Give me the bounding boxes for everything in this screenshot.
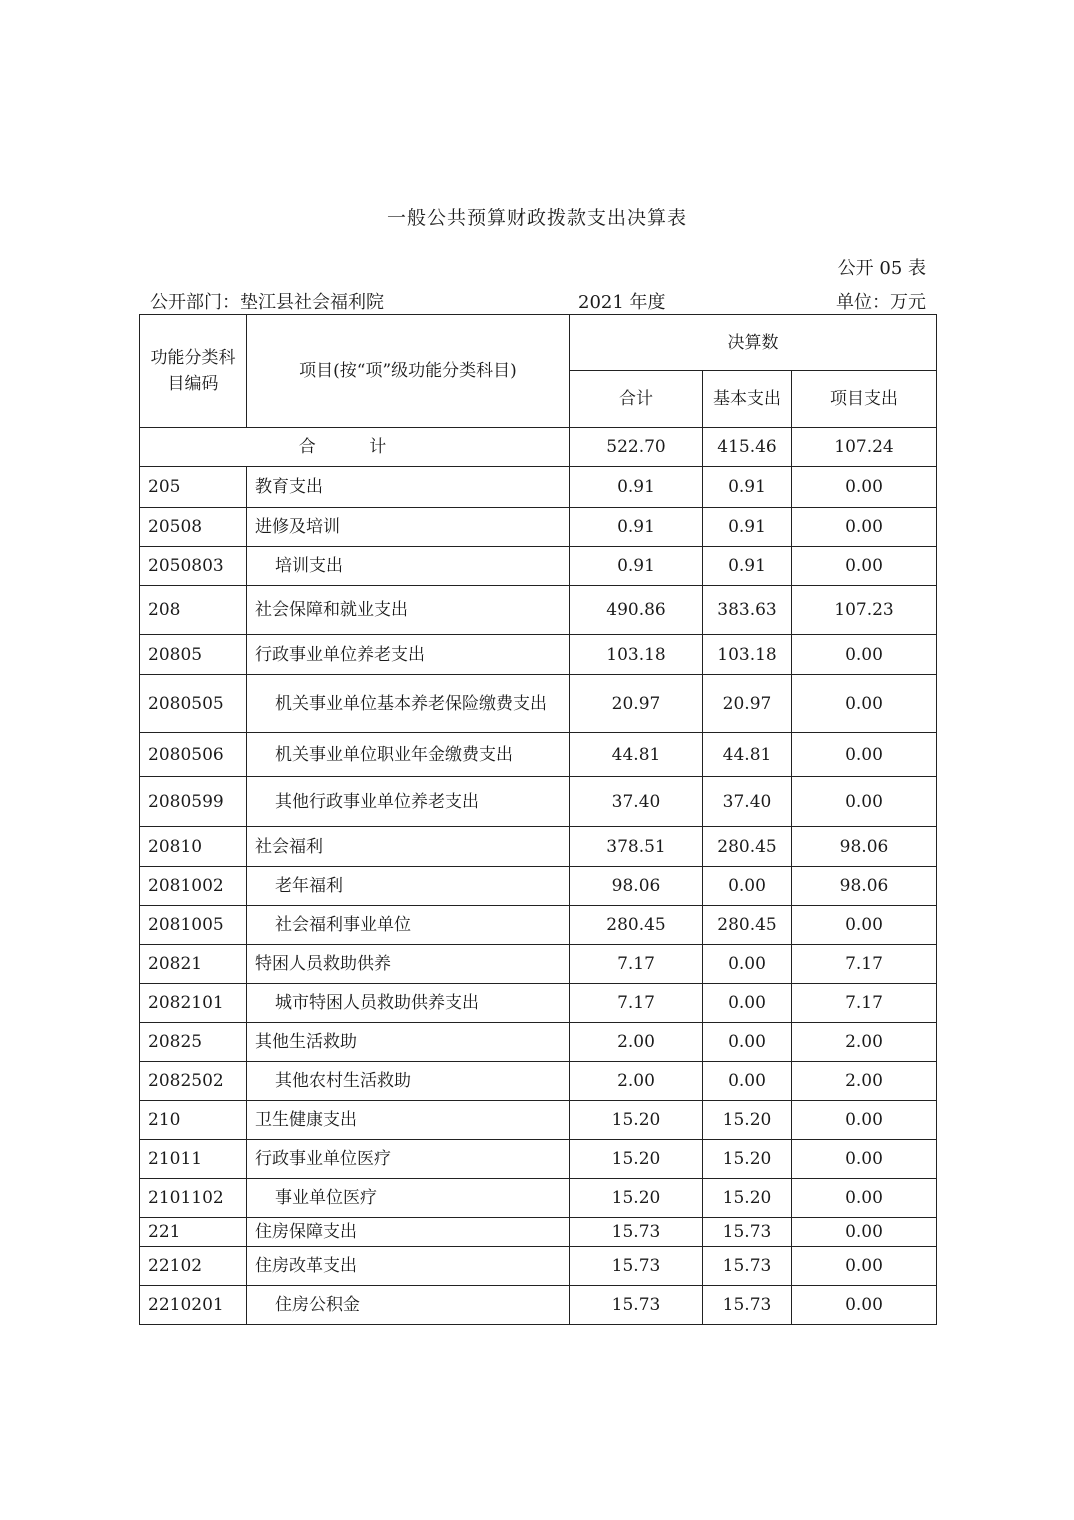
cell-item-name: 培训支出 xyxy=(247,547,570,586)
cell-basic: 44.81 xyxy=(703,733,792,777)
cell-basic: 103.18 xyxy=(703,635,792,675)
cell-project: 0.00 xyxy=(792,467,937,508)
cell-project: 7.17 xyxy=(792,984,937,1023)
cell-code: 20810 xyxy=(140,827,247,867)
cell-code: 208 xyxy=(140,586,247,635)
cell-basic: 0.00 xyxy=(703,1023,792,1062)
cell-basic: 280.45 xyxy=(703,906,792,945)
cell-total: 37.40 xyxy=(570,777,703,827)
header-project: 项目支出 xyxy=(792,371,937,428)
cell-item-name: 住房改革支出 xyxy=(247,1247,570,1286)
cell-basic: 280.45 xyxy=(703,827,792,867)
cell-total: 15.73 xyxy=(570,1218,703,1247)
table-row xyxy=(140,547,937,586)
cell-basic: 15.20 xyxy=(703,1179,792,1218)
cell-item-name: 机关事业单位基本养老保险缴费支出 xyxy=(247,675,570,733)
cell-project: 0.00 xyxy=(792,777,937,827)
table-row xyxy=(140,1286,937,1325)
table-row xyxy=(140,777,937,827)
cell-total: 103.18 xyxy=(570,635,703,675)
total-sum: 522.70 xyxy=(570,428,703,467)
cell-basic: 15.73 xyxy=(703,1218,792,1247)
fiscal-year: 2021 年度 xyxy=(578,292,666,313)
table-row xyxy=(140,827,937,867)
cell-total: 280.45 xyxy=(570,906,703,945)
table-row xyxy=(140,945,937,984)
header-total: 合计 xyxy=(570,371,703,428)
cell-total: 0.91 xyxy=(570,508,703,547)
header-item: 项目(按“项”级功能分类科目) xyxy=(247,315,570,428)
cell-project: 0.00 xyxy=(792,1286,937,1325)
cell-basic: 15.73 xyxy=(703,1247,792,1286)
cell-item-name: 事业单位医疗 xyxy=(247,1179,570,1218)
table-row xyxy=(140,1101,937,1140)
table-row xyxy=(140,586,937,635)
cell-code: 221 xyxy=(140,1218,247,1247)
cell-code: 20825 xyxy=(140,1023,247,1062)
table-row xyxy=(140,1062,937,1101)
table-row xyxy=(140,984,937,1023)
header-basic: 基本支出 xyxy=(703,371,792,428)
cell-code: 2080599 xyxy=(140,777,247,827)
table-row xyxy=(140,1218,937,1247)
cell-project: 0.00 xyxy=(792,635,937,675)
table-row xyxy=(140,733,937,777)
total-basic: 415.46 xyxy=(703,428,792,467)
total-project: 107.24 xyxy=(792,428,937,467)
table-row xyxy=(140,1247,937,1286)
cell-project: 2.00 xyxy=(792,1062,937,1101)
cell-total: 378.51 xyxy=(570,827,703,867)
cell-basic: 0.00 xyxy=(703,1062,792,1101)
cell-item-name: 其他生活救助 xyxy=(247,1023,570,1062)
cell-basic: 0.00 xyxy=(703,984,792,1023)
cell-code: 20508 xyxy=(140,508,247,547)
cell-total: 15.20 xyxy=(570,1101,703,1140)
cell-total: 15.73 xyxy=(570,1286,703,1325)
cell-basic: 0.91 xyxy=(703,467,792,508)
cell-project: 107.23 xyxy=(792,586,937,635)
cell-code: 2082101 xyxy=(140,984,247,1023)
cell-code: 210 xyxy=(140,1101,247,1140)
cell-total: 2.00 xyxy=(570,1062,703,1101)
cell-project: 0.00 xyxy=(792,906,937,945)
cell-total: 98.06 xyxy=(570,867,703,906)
cell-code: 22102 xyxy=(140,1247,247,1286)
cell-code: 2080505 xyxy=(140,675,247,733)
cell-code: 205 xyxy=(140,467,247,508)
cell-code: 2080506 xyxy=(140,733,247,777)
cell-total: 490.86 xyxy=(570,586,703,635)
total-label: 合 计 xyxy=(140,428,570,467)
cell-basic: 0.00 xyxy=(703,867,792,906)
cell-project: 98.06 xyxy=(792,867,937,906)
cell-code: 21011 xyxy=(140,1140,247,1179)
cell-code: 20805 xyxy=(140,635,247,675)
cell-total: 0.91 xyxy=(570,547,703,586)
cell-basic: 0.91 xyxy=(703,547,792,586)
cell-total: 15.20 xyxy=(570,1140,703,1179)
cell-project: 0.00 xyxy=(792,1140,937,1179)
cell-item-name: 教育支出 xyxy=(247,467,570,508)
cell-basic: 0.91 xyxy=(703,508,792,547)
cell-code: 2081005 xyxy=(140,906,247,945)
cell-basic: 383.63 xyxy=(703,586,792,635)
cell-code: 2082502 xyxy=(140,1062,247,1101)
cell-item-name: 住房公积金 xyxy=(247,1286,570,1325)
cell-item-name: 社会保障和就业支出 xyxy=(247,586,570,635)
cell-item-name: 老年福利 xyxy=(247,867,570,906)
cell-code: 2210201 xyxy=(140,1286,247,1325)
header-code: 功能分类科目编码 xyxy=(140,315,247,428)
cell-project: 0.00 xyxy=(792,1179,937,1218)
cell-basic: 37.40 xyxy=(703,777,792,827)
cell-item-name: 社会福利 xyxy=(247,827,570,867)
cell-project: 0.00 xyxy=(792,547,937,586)
cell-project: 7.17 xyxy=(792,945,937,984)
cell-code: 2081002 xyxy=(140,867,247,906)
cell-project: 0.00 xyxy=(792,508,937,547)
cell-item-name: 社会福利事业单位 xyxy=(247,906,570,945)
cell-total: 20.97 xyxy=(570,675,703,733)
cell-basic: 15.73 xyxy=(703,1286,792,1325)
cell-item-name: 行政事业单位养老支出 xyxy=(247,635,570,675)
cell-total: 0.91 xyxy=(570,467,703,508)
table-row xyxy=(140,508,937,547)
cell-total: 7.17 xyxy=(570,945,703,984)
cell-item-name: 机关事业单位职业年金缴费支出 xyxy=(247,733,570,777)
table-row xyxy=(140,467,937,508)
cell-total: 44.81 xyxy=(570,733,703,777)
table-row xyxy=(140,1023,937,1062)
header-group: 决算数 xyxy=(570,315,937,371)
cell-project: 98.06 xyxy=(792,827,937,867)
form-number: 公开 05 表 xyxy=(837,258,926,279)
table-row xyxy=(140,675,937,733)
expenditure-table xyxy=(139,314,937,1325)
cell-item-name: 其他农村生活救助 xyxy=(247,1062,570,1101)
cell-code: 2101102 xyxy=(140,1179,247,1218)
cell-total: 7.17 xyxy=(570,984,703,1023)
report-title: 一般公共预算财政拨款支出决算表 xyxy=(386,207,687,229)
table-row xyxy=(140,1179,937,1218)
cell-code: 20821 xyxy=(140,945,247,984)
cell-project: 0.00 xyxy=(792,733,937,777)
cell-basic: 15.20 xyxy=(703,1101,792,1140)
cell-project: 0.00 xyxy=(792,1101,937,1140)
cell-basic: 15.20 xyxy=(703,1140,792,1179)
cell-item-name: 住房保障支出 xyxy=(247,1218,570,1247)
cell-item-name: 进修及培训 xyxy=(247,508,570,547)
cell-item-name: 行政事业单位医疗 xyxy=(247,1140,570,1179)
department-label: 公开部门：垫江县社会福利院 xyxy=(150,292,384,313)
cell-item-name: 其他行政事业单位养老支出 xyxy=(247,777,570,827)
cell-basic: 0.00 xyxy=(703,945,792,984)
cell-basic: 20.97 xyxy=(703,675,792,733)
cell-total: 15.20 xyxy=(570,1179,703,1218)
cell-project: 0.00 xyxy=(792,675,937,733)
table-row xyxy=(140,635,937,675)
table-row xyxy=(140,1140,937,1179)
unit-label: 单位：万元 xyxy=(836,292,926,313)
cell-item-name: 城市特困人员救助供养支出 xyxy=(247,984,570,1023)
cell-project: 0.00 xyxy=(792,1218,937,1247)
table-row xyxy=(140,867,937,906)
cell-item-name: 特困人员救助供养 xyxy=(247,945,570,984)
cell-project: 2.00 xyxy=(792,1023,937,1062)
cell-project: 0.00 xyxy=(792,1247,937,1286)
cell-item-name: 卫生健康支出 xyxy=(247,1101,570,1140)
cell-total: 2.00 xyxy=(570,1023,703,1062)
total-row xyxy=(140,428,937,467)
cell-code: 2050803 xyxy=(140,547,247,586)
cell-total: 15.73 xyxy=(570,1247,703,1286)
table-row xyxy=(140,906,937,945)
